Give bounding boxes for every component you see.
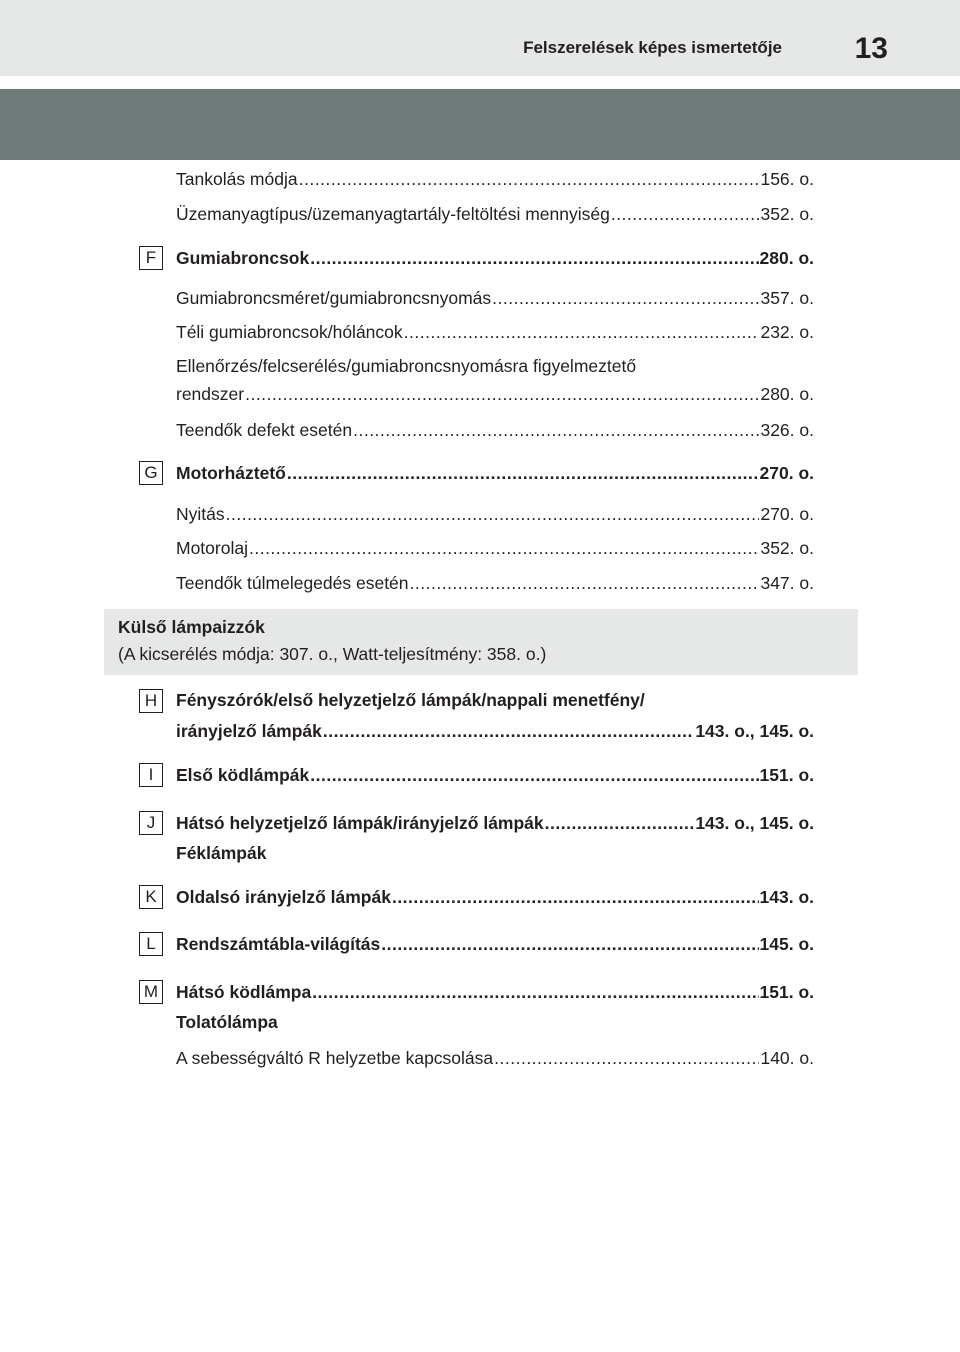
index-entry	[176, 287, 814, 309]
entry-label: A sebességváltó R helyzetbe kapcsolása	[176, 1048, 494, 1068]
index-entry	[176, 1047, 814, 1069]
info-box	[104, 609, 858, 675]
dot-leader	[299, 168, 760, 190]
index-entry-heading	[176, 886, 814, 908]
section-title: Felszerelések képes ismertetője	[523, 38, 782, 57]
dot-leader	[494, 1047, 759, 1069]
info-box-subtitle: (A kicserélés módja: 307. o., Watt-teljesítmény: 358. o.)	[118, 644, 547, 664]
index-entry	[176, 203, 814, 225]
page-reference[interactable]: 143. o., 145. o.	[695, 721, 814, 741]
info-box-title: Külső lámpaizzók	[118, 617, 265, 637]
index-entry-heading	[176, 462, 814, 484]
callout-letter-i: I	[139, 763, 163, 787]
entry-label: Rendszámtábla-világítás	[176, 934, 381, 954]
index-entry-heading	[176, 720, 814, 742]
dot-leader	[245, 383, 759, 405]
callout-letter-g: G	[139, 461, 163, 485]
callout-letter-k: K	[139, 885, 163, 909]
dot-leader	[226, 503, 760, 525]
dot-leader	[381, 933, 758, 955]
entry-label: Gumiabroncsméret/gumiabroncsnyomás	[176, 288, 492, 308]
entry-label-line: Fényszórók/első helyzetjelző lámpák/nappali menetfény/	[176, 690, 645, 710]
page-reference[interactable]: 270. o.	[759, 463, 814, 483]
page-reference[interactable]: 270. o.	[760, 504, 814, 524]
entry-label: Téli gumiabroncsok/hóláncok	[176, 322, 403, 342]
index-entry	[176, 503, 814, 525]
page-reference[interactable]: 143. o.	[759, 887, 814, 907]
entry-label: Gumiabroncsok	[176, 248, 310, 268]
entry-label-line: Ellenőrzés/felcserélés/gumiabroncsnyomásra figyelmeztető	[176, 356, 637, 376]
entry-label: irányjelző lámpák	[176, 721, 322, 741]
entry-sub-label: Féklámpák	[176, 843, 267, 863]
index-entry-heading	[176, 981, 814, 1003]
page-reference[interactable]: 232. o.	[760, 322, 814, 342]
entry-label: Nyitás	[176, 504, 225, 524]
callout-letter-h: H	[139, 689, 163, 713]
entry-label: Első ködlámpák	[176, 765, 310, 785]
dot-leader	[392, 886, 759, 908]
header-band	[0, 89, 960, 160]
callout-letter-j: J	[139, 811, 163, 835]
index-entry-heading	[176, 764, 814, 786]
dot-leader	[312, 981, 758, 1003]
header-bar	[0, 0, 960, 76]
header-divider	[0, 76, 960, 89]
page-reference[interactable]: 151. o.	[759, 982, 814, 1002]
page-reference[interactable]: 143. o., 145. o.	[695, 813, 814, 833]
page-reference[interactable]: 280. o.	[760, 384, 814, 404]
entry-label: Tankolás módja	[176, 169, 298, 189]
dot-leader	[287, 462, 759, 484]
page-reference[interactable]: 156. o.	[760, 169, 814, 189]
index-entry	[176, 419, 814, 441]
page-reference[interactable]: 151. o.	[759, 765, 814, 785]
entry-label: Hátsó helyzetjelző lámpák/irányjelző lámpák	[176, 813, 544, 833]
index-entry	[176, 572, 814, 594]
page-reference[interactable]: 347. o.	[760, 573, 814, 593]
dot-leader	[323, 720, 694, 742]
entry-label: Oldalsó irányjelző lámpák	[176, 887, 391, 907]
dot-leader	[310, 247, 758, 269]
dot-leader	[611, 203, 760, 225]
dot-leader	[404, 321, 760, 343]
dot-leader	[410, 572, 760, 594]
index-entry-heading	[176, 812, 814, 834]
page-reference[interactable]: 326. o.	[760, 420, 814, 440]
index-entry	[176, 383, 814, 405]
index-entry	[176, 537, 814, 559]
entry-label: rendszer	[176, 384, 245, 404]
page-reference[interactable]: 352. o.	[760, 204, 814, 224]
page-reference[interactable]: 357. o.	[760, 288, 814, 308]
dot-leader	[545, 812, 695, 834]
entry-label: Teendők túlmelegedés esetén	[176, 573, 409, 593]
dot-leader	[310, 764, 758, 786]
dot-leader	[353, 419, 759, 441]
index-entry	[176, 321, 814, 343]
callout-letter-l: L	[139, 932, 163, 956]
entry-sub-label: Tolatólámpa	[176, 1012, 278, 1032]
page-number: 13	[854, 32, 888, 65]
callout-letter-m: M	[139, 980, 163, 1004]
page-reference[interactable]: 145. o.	[759, 934, 814, 954]
page-reference[interactable]: 352. o.	[760, 538, 814, 558]
entry-label: Motorolaj	[176, 538, 248, 558]
index-entry-heading	[176, 933, 814, 955]
entry-label: Üzemanyagtípus/üzemanyagtartály-feltöltési mennyiség	[176, 204, 610, 224]
entry-label: Motorháztető	[176, 463, 286, 483]
page-reference[interactable]: 140. o.	[760, 1048, 814, 1068]
dot-leader	[492, 287, 759, 309]
callout-letter-f: F	[139, 246, 163, 270]
entry-label: Hátsó ködlámpa	[176, 982, 312, 1002]
index-entry	[176, 168, 814, 190]
dot-leader	[249, 537, 759, 559]
index-entry-heading	[176, 247, 814, 269]
page-reference[interactable]: 280. o.	[759, 248, 814, 268]
entry-label: Teendők defekt esetén	[176, 420, 353, 440]
